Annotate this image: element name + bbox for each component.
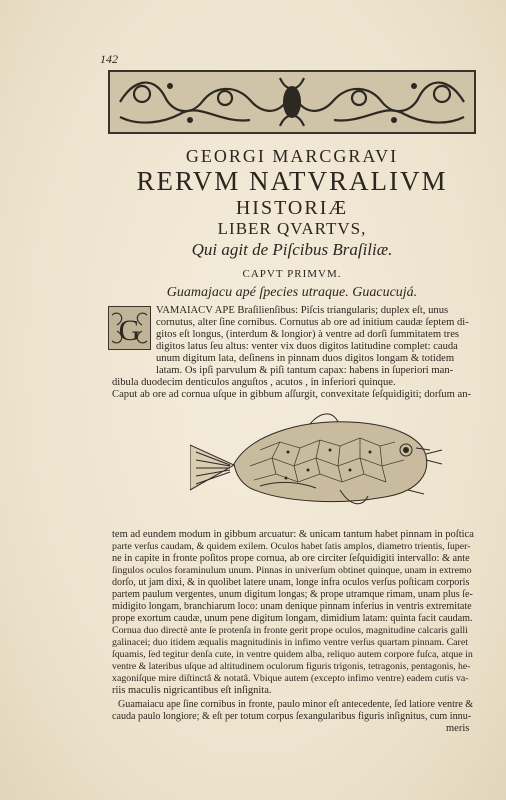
text-line: partem paulum vergentes, unum digitum longas; & prope utramque rimam, unam plus ſe- [112, 589, 473, 600]
text-line: Caput ab ore ad cornua uſque in gibbum aſſurgit, convexitate ſeſquidigiti; dorſum an- [112, 389, 472, 400]
text-line: Cornua duo directè ante ſe protenſa in fronte gerit prope oculos, magnitudine calcaris galli [112, 625, 468, 636]
text-line: prope exortum caudæ, unum pene digitum longam, dimidium latam: quinta facit caudam. [112, 613, 473, 624]
text-line: tem ad eundem modum in gibbum arcuatur: & unicam tantum habet pinnam in poſtica [112, 529, 474, 540]
initial-letter: G [118, 314, 141, 347]
text-line: cornutus, alter ſine cornibus. Cornutus ab ore ad initium caudæ ſeptem di- [156, 317, 469, 328]
text-line: ſingulos oculos foraminulum unum. Pinnas in univerſum obtinet quinque, unam in extremo [112, 565, 472, 576]
author-heading: GEORGI MARCGRAVI [185, 146, 399, 166]
text-line: dibula duodecim denticulos anguſtos , acutos , in inferiori quinque. [112, 377, 396, 388]
text-line: ne in capite in fronte poſitos prope cornua, ab ore circiter ſeſquidigiti intervallo: & ante [112, 553, 470, 564]
text-line: ventre & lateribus uſque ad altitudinem oculorum figuris trigonis, tetragonis, pentagonis, he- [112, 661, 471, 672]
page-number: 142 [100, 52, 118, 66]
book-topic: Qui agit de Piſcibus Braſiliæ. [191, 240, 393, 259]
work-subtitle: HISTORIÆ [235, 197, 349, 219]
chapter-heading: CAPVT PRIMVM. [242, 268, 342, 280]
text-line: cauda paulo longiore; & eſt per totum corpus ſexangularibus figuris inſignitus, cum innu- [112, 711, 472, 722]
decorated-initial [108, 306, 151, 350]
text-line: VAMAIACV APE Braſilienſibus: Piſcis triangularis; duplex eſt, unus [156, 305, 449, 316]
text-line: midigito longam, branchiarum loco: unam denique pinnam inferius in ventris extremitate [112, 601, 472, 612]
ornamental-headpiece [108, 70, 476, 134]
text-line: Guamaiacu ape ſine cornibus in fronte, paulo minor eſt antecedente, ſed latiore ventre & [118, 699, 474, 710]
catchword: meris [446, 723, 470, 734]
text-line: digitos latus ſeu altus: venter vix duos digitos latitudine complet: cauda [156, 341, 458, 352]
boxfish-engraving [190, 390, 446, 515]
text-line: latam. Os ipſi parvulum & piſi tantum capax: habens in ſuperiori man- [156, 365, 454, 376]
text-line: parte verſus caudam, & quidem exilem. Oculos habet ſatis amplos, diametro trientis, ſuper- [112, 541, 471, 552]
work-title: RERVM NATVRALIVM [136, 166, 448, 196]
text-line: riis maculis nigricantibus eſt inſignita. [112, 685, 272, 696]
text-line: galinacei; duo itidem æqualis magnitudinis in infimo ventre verſus quartam pinnam. Caret [112, 637, 468, 648]
text-line: ſquamis, ſed tegitur denſa cute, in ventre quidem alba, reliquo autem corpore fuſca, atque in [112, 649, 473, 660]
text-line: gitos eſt longus, (interdum & longior) à ventre ad dorſi ſummitatem tres [156, 329, 460, 340]
book-heading: LIBER QVARTVS, [217, 219, 367, 238]
text-line: dorſo, ut jam dixi, & in quolibet latere unam, longe infra oculos verſus poſticam corporis [112, 577, 470, 588]
text-line: xagoniſque mire diſtinctâ & notatâ. Vbique autem (excepto infimo ventre) eadem cutis va- [112, 673, 469, 684]
text-line: unum digitum lata, deſinens in pinnam duos digitos longam & totidem [156, 353, 455, 364]
chapter-title: Guamajacu apé ſpecies utraque. Guacucujá. [166, 285, 418, 300]
